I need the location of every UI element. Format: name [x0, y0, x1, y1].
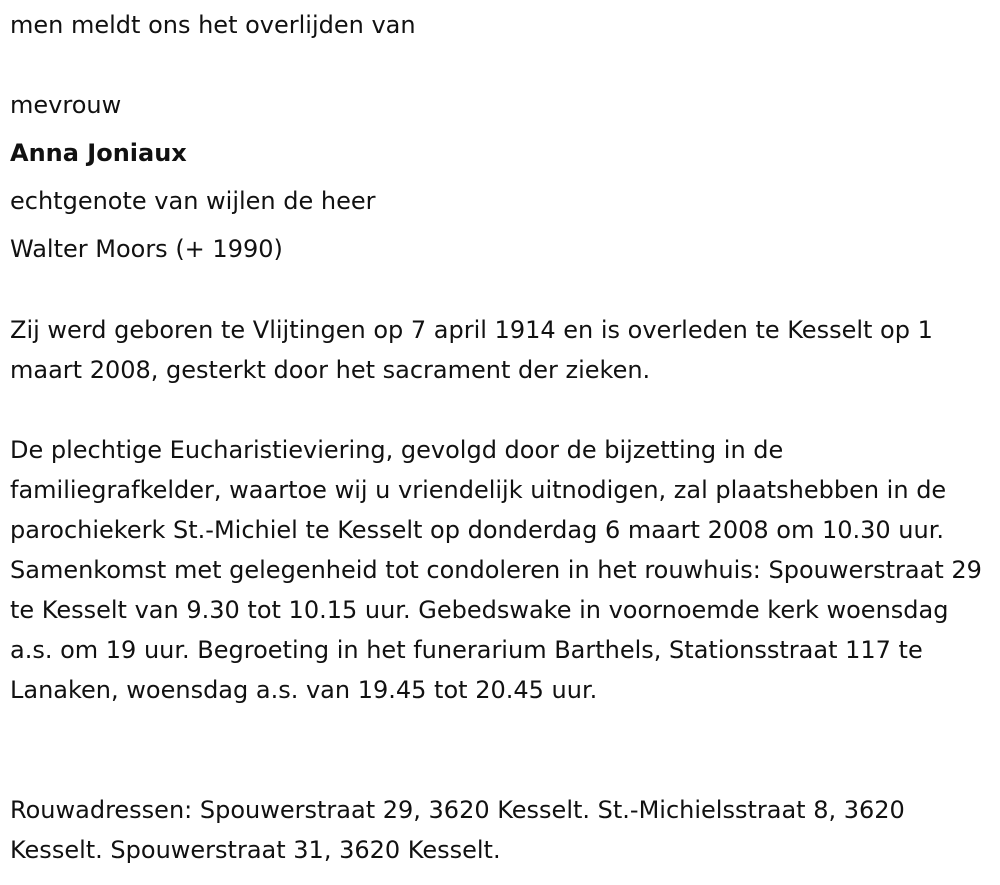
addresses-paragraph: Rouwadressen: Spouwerstraat 29, 3620 Kesselt. St.-Michielsstraat 8, 3620 Kesselt. Spouwerstraat 31, 3620 Kesselt. [10, 796, 905, 864]
deceased-name: Anna Joniaux [10, 139, 187, 167]
spouse-text: Walter Moors (+ 1990) [10, 235, 283, 263]
relation-text: echtgenote van wijlen de heer [10, 187, 376, 215]
ceremony-paragraph: De plechtige Eucharistieviering, gevolgd door de bijzetting in de familiegrafkelder, waartoe wij u vriendelijk uitnodigen, zal plaatshebben in de parochiekerk St.-Michiel te Kesselt op donderdag 6 maart 2008 om 10.30 uur. Samenkomst met gelegenheid tot condoleren in het rouwhuis: Spouwerstraat 29 te Kesselt van 9.30 tot 10.15 uur. Gebedswake in voornoemde kerk woensdag a.s. om 19 uur. Begroeting in het funerarium Barthels, Stationsstraat 117 te Lanaken, woensdag a.s. van 19.45 tot 20.45 uur. [10, 436, 982, 704]
intro-text: men meldt ons het overlijden van [10, 11, 416, 39]
birth-death-paragraph: Zij werd geboren te Vlijtingen op 7 april 1914 en is overleden te Kesselt op 1 maart 2008, gesterkt door het sacrament der zieken. [10, 316, 933, 384]
title-text: mevrouw [10, 91, 122, 119]
